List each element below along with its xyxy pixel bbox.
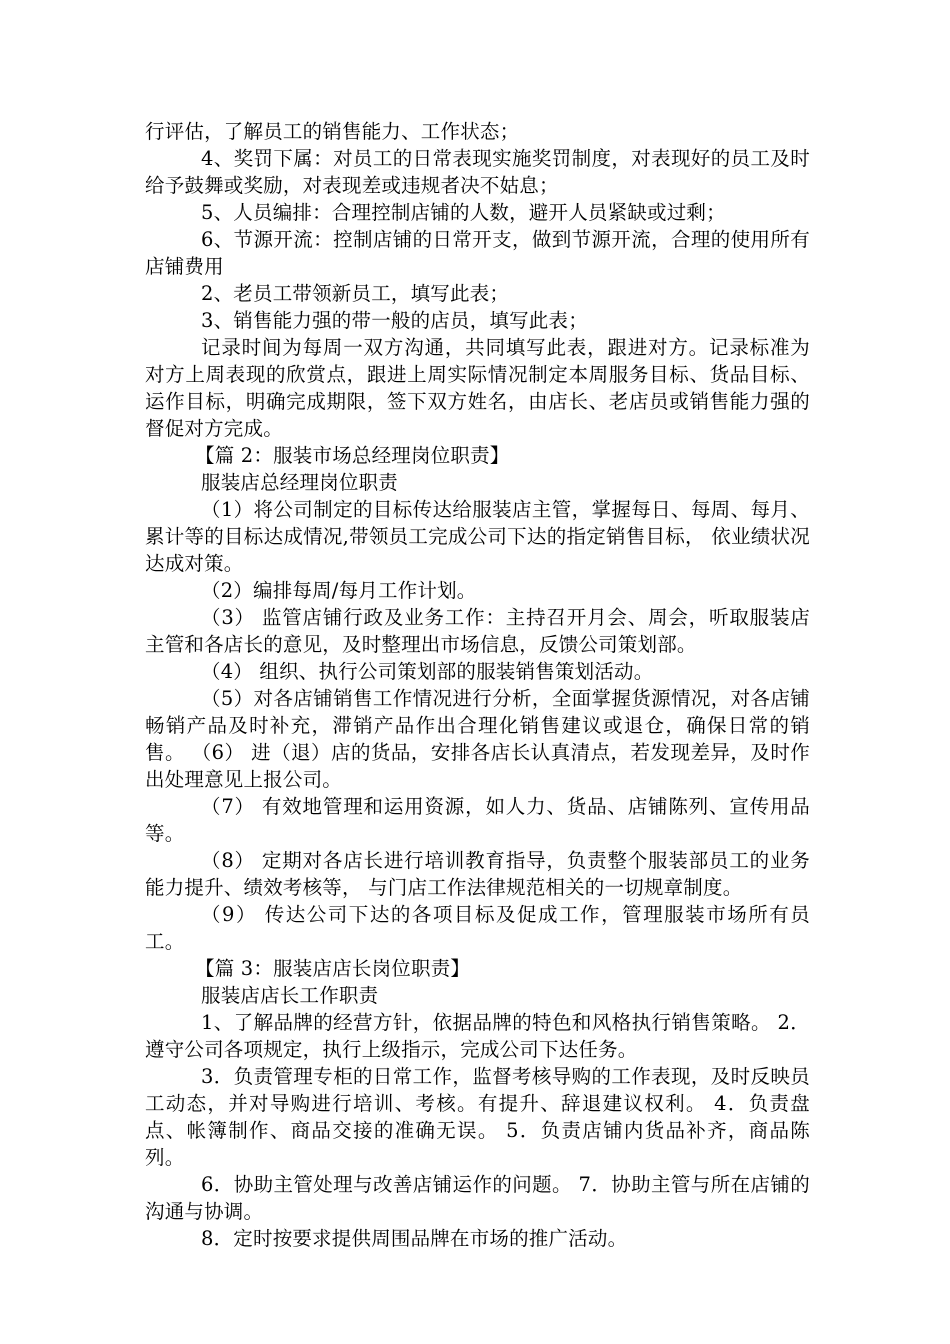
section-subtitle-gm: 服装店总经理岗位职责 <box>201 471 399 494</box>
section-heading-2: 【篇 2：服装市场总经理岗位职责】 <box>195 444 510 467</box>
paragraph-duty-8: （8） 定期对各店长进行培训教育指导，负责整个服装部员工的业务能力提升、绩效考核等， 与门店工作法律规范相关的一切规章制度。 <box>145 849 810 899</box>
paragraph-duty-4: （4） 组织、执行公司策划部的服装销售策划活动。 <box>201 660 654 683</box>
paragraph-reward-punishment: 4、奖罚下属：对员工的日常表现实施奖罚制度，对表现好的员工及时给予鼓舞或奖励，对表现差或违规者决不姑息； <box>145 147 810 197</box>
paragraph-cost-control: 6、节源开流：控制店铺的日常开支，做到节源开流，合理的使用所有店铺费用 <box>145 228 810 278</box>
section-subtitle-store-manager: 服装店店长工作职责 <box>201 984 379 1007</box>
paragraph-record-time: 记录时间为每周一双方沟通，共同填写此表，跟进对方。记录标准为对方上周表现的欣赏点，跟进上周实际情况制定本周服务目标、货品目标、运作目标，明确完成期限，签下双方姓名，由店长、老店员或销售能力强的督促对方完成。 <box>145 336 810 440</box>
paragraph-duty-2: （2）编排每周/每月工作计划。 <box>201 579 477 602</box>
document-body <box>145 118 810 1252</box>
section-heading-3: 【篇 3：服装店店长岗位职责】 <box>195 957 471 980</box>
paragraph-duty-5-6: （5）对各店铺销售工作情况进行分析，全面掌握货源情况，对各店铺畅销产品及时补充，滞销产品作出合理化销售建议或退仓，确保日常的销售。 （6） 进（退）店的货品，安排各店长认真清点，若发现差异，及时作出处理意见上报公司。 <box>145 687 810 791</box>
paragraph-manager-8: 8．定时按要求提供周围品牌在市场的推广活动。 <box>201 1227 628 1250</box>
paragraph-staffing: 5、人员编排：合理控制店铺的人数，避开人员紧缺或过剩； <box>201 201 726 224</box>
paragraph-manager-1-2: 1、了解品牌的经营方针，依据品牌的特色和风格执行销售策略。 2．遵守公司各项规定，执行上级指示，完成公司下达任务。 <box>145 1011 810 1061</box>
paragraph-manager-6-7: 6．协助主管处理与改善店铺运作的问题。 7．协助主管与所在店铺的沟通与协调。 <box>145 1173 810 1223</box>
paragraph-duty-9: （9） 传达公司下达的各项目标及促成工作，管理服装市场所有员工。 <box>145 903 810 953</box>
paragraph-duty-1: （1）将公司制定的目标传达给服装店主管，掌握每日、每周、每月、累计等的目标达成情况,带领员工完成公司下达的指定销售目标， 依业绩状况达成对策。 <box>145 498 810 575</box>
paragraph-manager-3-5: 3．负责管理专柜的日常工作，监督考核导购的工作表现，及时反映员工动态，并对导购进行培训、考核。有提升、辞退建议权利。 4．负责盘点、帐簿制作、商品交接的准确无误。 5．负责店铺内货品补齐，商品陈列。 <box>145 1065 810 1169</box>
paragraph-strong-sales: 3、销售能力强的带一般的店员，填写此表； <box>201 309 588 332</box>
paragraph-duty-3: （3） 监管店铺行政及业务工作：主持召开月会、周会，听取服装店主管和各店长的意见，及时整理出市场信息，反馈公司策划部。 <box>145 606 810 656</box>
paragraph-veteran-staff: 2、老员工带领新员工，填写此表； <box>201 282 510 305</box>
paragraph-continuation: 行评估，了解员工的销售能力、工作状态； <box>145 120 520 143</box>
paragraph-duty-7: （7） 有效地管理和运用资源，如人力、货品、店铺陈列、宣传用品等。 <box>145 795 810 845</box>
